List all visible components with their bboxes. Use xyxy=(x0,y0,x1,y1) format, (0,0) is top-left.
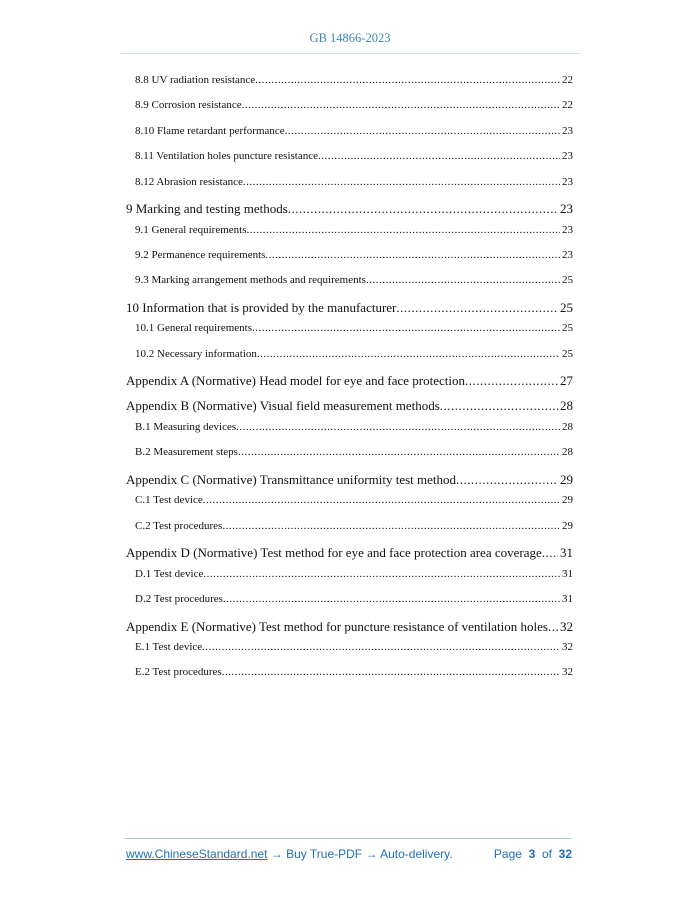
toc-entry-title: C.2 Test procedures xyxy=(135,519,223,532)
toc-entry-page: 32 xyxy=(562,666,573,679)
dot-leader xyxy=(222,666,560,678)
toc-entry[interactable] xyxy=(126,201,573,217)
dot-leader xyxy=(265,249,560,261)
footer-tagline: → Buy True-PDF → Auto-delivery. xyxy=(267,847,453,861)
toc-entry[interactable] xyxy=(135,322,573,334)
toc-entry[interactable] xyxy=(135,176,573,188)
dot-leader xyxy=(396,300,558,316)
toc-entry-page: 23 xyxy=(562,150,573,163)
toc-entry[interactable] xyxy=(126,373,573,389)
toc-entry[interactable] xyxy=(135,348,573,360)
toc-entry-page: 23 xyxy=(562,223,573,236)
toc-entry[interactable] xyxy=(135,150,573,162)
toc-entry-page: 23 xyxy=(562,249,573,261)
toc-entry-title: 8.12 Abrasion resistance xyxy=(135,175,243,188)
footer-divider xyxy=(125,838,571,839)
toc-entry-page: 25 xyxy=(562,274,573,287)
toc-entry[interactable] xyxy=(135,568,573,580)
toc-entry-title: 8.11 Ventilation holes puncture resistance xyxy=(135,150,318,163)
toc-entry[interactable] xyxy=(126,472,573,488)
dot-leader xyxy=(288,201,558,217)
toc-entry[interactable] xyxy=(126,545,573,561)
toc-entry[interactable] xyxy=(126,619,573,635)
dot-leader xyxy=(548,619,558,635)
toc-entry[interactable] xyxy=(135,421,573,433)
toc-entry-title: B.2 Measurement steps xyxy=(135,446,238,459)
toc-entry-title: 8.9 Corrosion resistance xyxy=(135,99,242,112)
toc-entry[interactable] xyxy=(135,224,573,236)
toc-entry-title: Appendix E (Normative) Test method for puncture resistance of ventilation holes xyxy=(126,618,548,634)
total-pages: 32 xyxy=(558,847,572,861)
toc-entry-title: Appendix C (Normative) Transmittance uniformity test method xyxy=(126,471,457,487)
toc-entry-page: 29 xyxy=(562,494,573,507)
toc-entry[interactable] xyxy=(135,74,573,86)
website-link[interactable]: www.ChineseStandard.net xyxy=(126,847,268,861)
toc-entry-title: B.1 Measuring devices xyxy=(135,420,237,433)
toc-entry[interactable] xyxy=(135,641,573,653)
toc-entry-title: 9 Marking and testing methods xyxy=(126,201,288,217)
toc-entry-page: 28 xyxy=(562,420,573,433)
toc-entry-page: 28 xyxy=(562,446,573,459)
toc-entry[interactable] xyxy=(126,398,573,414)
toc-entry-page: 32 xyxy=(560,618,573,634)
toc-entry[interactable] xyxy=(135,593,573,605)
toc-entry-page: 29 xyxy=(562,519,573,532)
toc-entry[interactable] xyxy=(135,274,573,286)
toc-entry-title: D.2 Test procedures xyxy=(135,593,223,605)
toc-entry-title: 9.2 Permanence requirements xyxy=(135,249,266,261)
toc-entry-page: 22 xyxy=(562,99,573,112)
toc-entry[interactable] xyxy=(135,494,573,506)
toc-entry-page: 23 xyxy=(562,124,573,137)
toc-entry-page: 29 xyxy=(560,471,573,487)
toc-entry[interactable] xyxy=(135,446,573,458)
dot-leader xyxy=(318,150,560,162)
toc-entry-page: 23 xyxy=(560,201,573,217)
dot-leader xyxy=(223,593,560,605)
toc-entry[interactable] xyxy=(135,520,573,532)
page-footer xyxy=(126,847,572,861)
dot-leader xyxy=(366,274,560,286)
dot-leader xyxy=(242,99,560,111)
dot-leader xyxy=(285,125,560,137)
toc-entry-title: Appendix B (Normative) Visual field measurement methods xyxy=(126,398,440,414)
toc-entry-title: 10.1 General requirements xyxy=(135,322,252,335)
toc-entry-page: 22 xyxy=(562,74,573,86)
toc-entry-title: E.2 Test procedures xyxy=(135,666,222,679)
toc-entry-title: 9.1 General requirements xyxy=(135,223,247,236)
dot-leader xyxy=(456,472,558,488)
toc-entry-title: D.1 Test device xyxy=(135,567,204,580)
dot-leader xyxy=(246,224,560,236)
toc-entry-page: 25 xyxy=(562,322,573,335)
toc-entry-title: Appendix A (Normative) Head model for eye and face protection xyxy=(126,373,465,389)
toc-entry-page: 32 xyxy=(562,641,573,653)
toc-entry-page: 31 xyxy=(562,593,573,605)
toc-entry[interactable] xyxy=(126,300,573,316)
toc-entry-page: 31 xyxy=(562,567,573,580)
toc-entry[interactable] xyxy=(135,99,573,111)
toc-entry-title: 10.2 Necessary information xyxy=(135,347,257,360)
current-page: 3 xyxy=(528,847,536,861)
toc-entry-page: 25 xyxy=(562,347,573,360)
toc-entry[interactable] xyxy=(135,125,573,137)
header-divider xyxy=(120,53,580,54)
dot-leader xyxy=(440,398,558,414)
toc-entry-title: 9.3 Marking arrangement methods and requirements xyxy=(135,274,366,287)
toc-entry[interactable] xyxy=(135,666,573,678)
toc-entry-title: 10 Information that is provided by the manufacturer xyxy=(126,299,397,315)
running-header: GB 14866-2023 xyxy=(309,31,391,45)
dot-leader xyxy=(203,568,560,580)
dot-leader xyxy=(255,74,560,86)
toc-entry-title: E.1 Test device xyxy=(135,641,203,653)
dot-leader xyxy=(236,421,560,433)
toc-entry-page: 27 xyxy=(560,373,573,389)
dot-leader xyxy=(222,520,560,532)
dot-leader xyxy=(257,348,560,360)
dot-leader xyxy=(542,545,558,561)
toc-entry-page: 31 xyxy=(560,545,573,561)
toc-entry[interactable] xyxy=(135,249,573,261)
toc-entry-title: Appendix D (Normative) Test method for eye and face protection area coverage xyxy=(126,545,542,561)
toc-entry-page: 25 xyxy=(560,299,573,315)
toc-entry-title: C.1 Test device xyxy=(135,494,203,507)
dot-leader xyxy=(203,494,560,506)
dot-leader xyxy=(252,322,560,334)
dot-leader xyxy=(238,446,560,458)
dot-leader xyxy=(243,176,560,188)
toc-entry-page: 28 xyxy=(560,398,573,414)
toc-entry-title: 8.10 Flame retardant performance xyxy=(135,124,285,137)
toc-entry-page: 23 xyxy=(562,175,573,188)
footer-promo xyxy=(126,847,453,861)
toc-entry-title: 8.8 UV radiation resistance xyxy=(135,74,256,86)
page-number: Page 3 of 32 xyxy=(493,847,572,861)
dot-leader xyxy=(202,641,560,653)
dot-leader xyxy=(465,373,558,389)
